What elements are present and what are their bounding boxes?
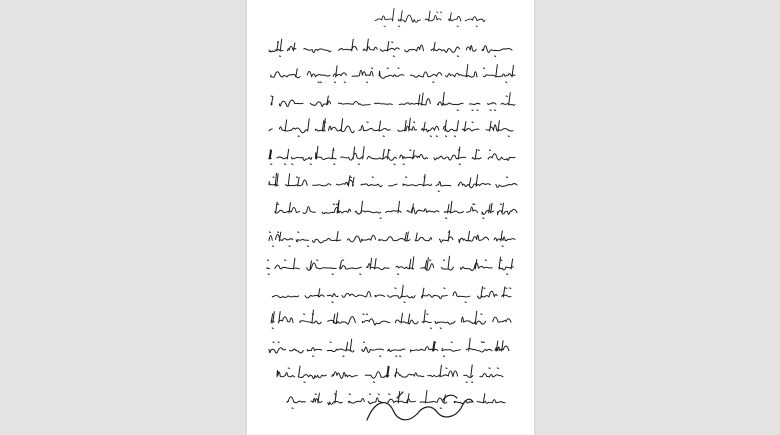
signature [367, 392, 473, 420]
ink-stroke [275, 200, 517, 218]
ink-stroke [269, 146, 515, 164]
handwritten-line [271, 65, 515, 83]
document-page [247, 0, 534, 435]
handwritten-line [275, 200, 517, 218]
handwritten-line [269, 146, 515, 164]
handwritten-manuscript [247, 0, 534, 435]
handwritten-line [269, 338, 509, 356]
ink-stroke [269, 39, 512, 56]
handwritten-line [269, 231, 515, 247]
handwritten-line [287, 390, 505, 408]
ink-stroke [269, 338, 509, 356]
handwritten-line [272, 285, 511, 302]
ink-stroke [269, 118, 513, 136]
handwritten-line [375, 9, 485, 27]
ink-stroke [277, 365, 503, 383]
ink-stroke [267, 256, 513, 274]
ink-stroke [272, 285, 511, 302]
ink-stroke [269, 173, 517, 191]
ink-stroke [287, 390, 505, 408]
ink-stroke [271, 65, 515, 83]
handwritten-line [269, 39, 512, 56]
handwritten-line [271, 310, 511, 328]
handwritten-line [271, 92, 515, 110]
handwritten-line [267, 256, 513, 274]
ink-stroke [375, 9, 485, 27]
ink-stroke [271, 92, 515, 110]
handwritten-line [269, 173, 517, 191]
ink-stroke [271, 310, 511, 328]
handwritten-line [269, 118, 513, 136]
handwritten-line [277, 365, 503, 383]
ink-stroke [269, 231, 515, 247]
